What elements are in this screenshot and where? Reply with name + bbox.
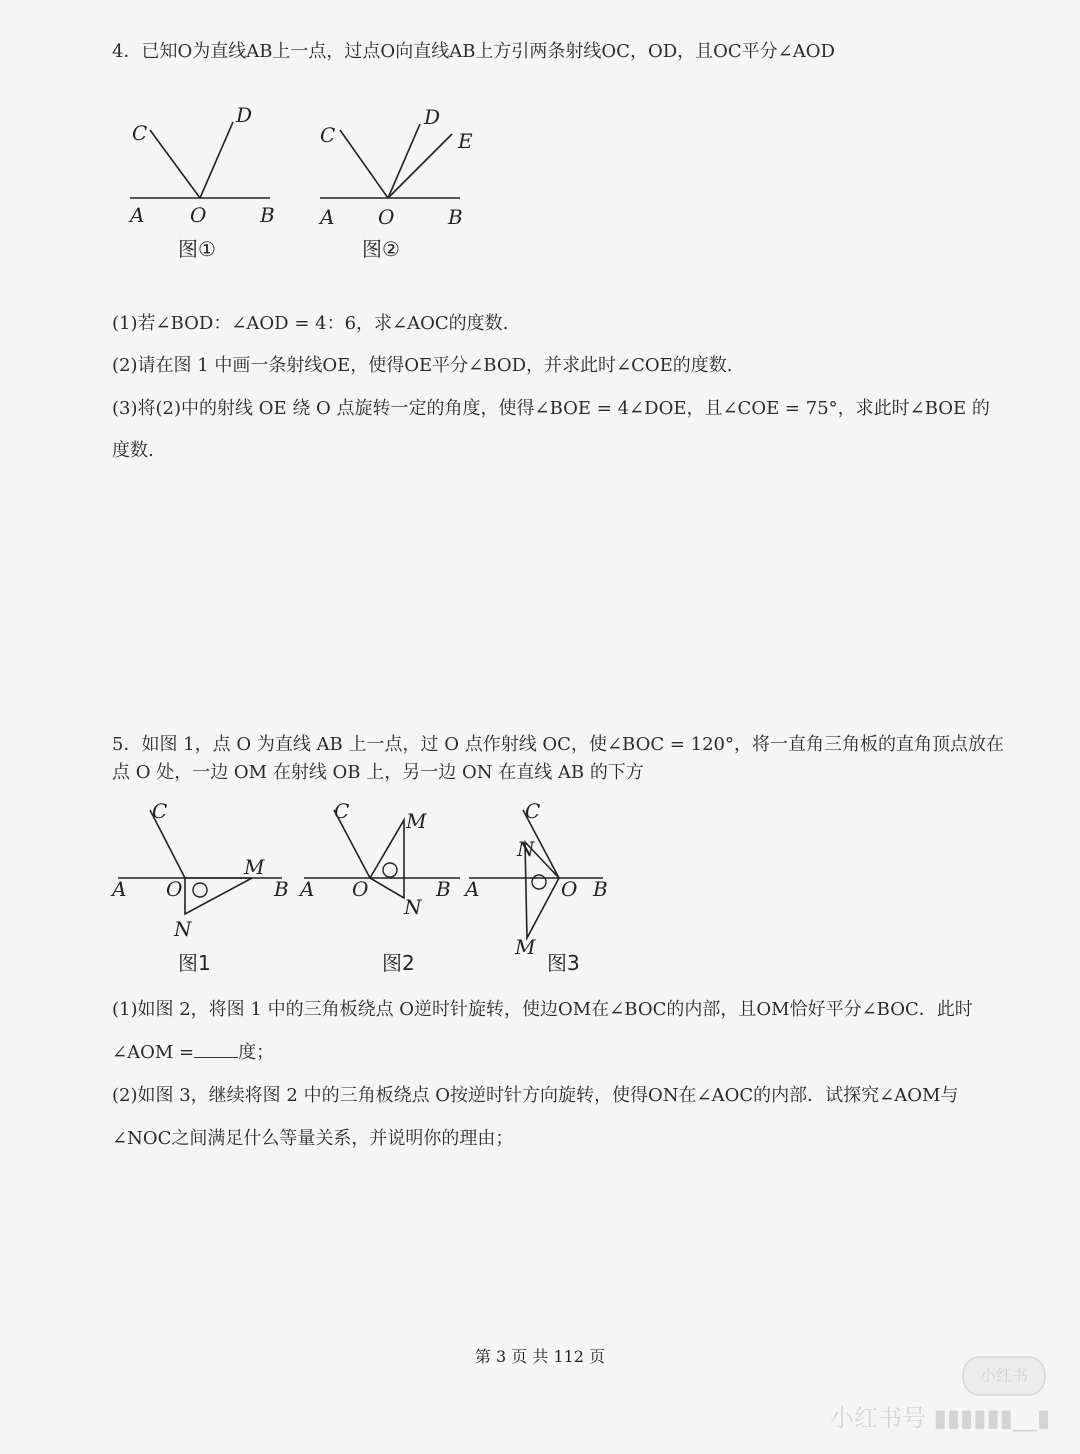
figure-caption: 图② [362,237,400,261]
watermark-logo: 小红书 [962,1356,1046,1396]
q5-sub2-line2: ∠NOC之间满足什么等量关系，并说明你的理由； [112,1128,514,1149]
label-c: C [152,799,168,823]
label-n: N [174,917,192,941]
q4-sub3-line1: (3)将(2)中的射线 OE 绕 O 点旋转一定的角度，使得∠BOE = 4∠DOE，且∠COE = 75°，求此时∠BOE 的 [112,398,990,419]
ray-od [200,122,233,198]
label-d: D [424,105,441,129]
label-o: O [561,877,578,901]
label-a: A [112,877,127,901]
label-a: A [300,877,315,901]
ray-oc [150,130,200,198]
figure-caption: 图① [178,237,216,261]
set-square-hole [383,863,397,877]
set-square [370,820,404,898]
label-m: M [406,809,427,833]
label-c: C [132,121,148,145]
figure-caption: 图3 [547,951,580,975]
q4-sub2: (2)请在图 1 中画一条射线OE，使得OE平分∠BOD，并求此时∠COE的度数. [112,355,733,376]
label-d: D [236,103,253,127]
label-b: B [260,203,275,227]
q4-figure-2 [310,98,490,268]
q4-sub3-line2: 度数. [112,440,154,461]
watermark-text: 小红书号 ▮▮▮▮▮▮__▮ [830,1404,1051,1432]
q5-stem-line2: 点 O 处，一边 OM 在射线 OB 上，另一边 ON 在直线 AB 的下方 [112,762,644,783]
set-square-hole [532,875,546,889]
label-o: O [190,203,207,227]
label-n: N [517,837,535,861]
label-o: O [166,877,183,901]
q5-stem-line1: 5．如图 1，点 O 为直线 AB 上一点，过 O 点作射线 OC，使∠BOC = 120°，将一直角三角板的直角顶点放在 [112,734,1004,755]
set-square-hole [193,883,207,897]
label-c: C [320,123,336,147]
label-b: B [274,877,289,901]
q5-sub2-line1: (2)如图 3，继续将图 2 中的三角板绕点 O按逆时针方向旋转，使得ON在∠AOC的内部．试探究∠AOM与 [112,1085,959,1106]
q4-stem: 4．已知O为直线AB上一点，过点O向直线AB上方引两条射线OC，OD，且OC平分∠AOD [112,41,835,62]
label-e: E [458,129,473,153]
figure-caption: 图2 [382,951,415,975]
q5-figure-3 [465,798,625,978]
label-m: M [515,935,536,959]
label-o: O [378,205,395,229]
ray-oe [388,134,452,198]
ray-od [388,124,420,198]
label-c: C [525,799,541,823]
label-a: A [130,203,145,227]
label-o: O [352,877,369,901]
label-m: M [244,855,265,879]
label-a: A [465,877,480,901]
label-a: A [320,205,335,229]
q5-sub1-line2 [112,1039,992,1067]
label-n: N [404,895,422,919]
q5-figure-2 [300,798,470,978]
label-b: B [593,877,608,901]
answer-blank[interactable] [194,1039,238,1058]
q4-figure-1 [120,98,290,268]
page-footer: 第 3 页 共 112 页 [474,1347,606,1366]
q5-sub1-line1: (1)如图 2，将图 1 中的三角板绕点 O逆时针旋转，使边OM在∠BOC的内部，且OM恰好平分∠BOC．此时 [112,999,973,1020]
label-b: B [448,205,463,229]
ray-oc [340,130,388,198]
set-square [185,878,252,914]
label-b: B [436,877,451,901]
figure-caption: 图1 [178,951,211,975]
q4-sub1: (1)若∠BOD：∠AOD = 4：6，求∠AOC的度数. [112,313,509,334]
q5-sub1-prefix: ∠AOM = [112,1042,195,1063]
q5-sub1-suffix: 度； [238,1042,275,1063]
label-c: C [334,799,350,823]
q5-figure-1 [110,798,300,978]
